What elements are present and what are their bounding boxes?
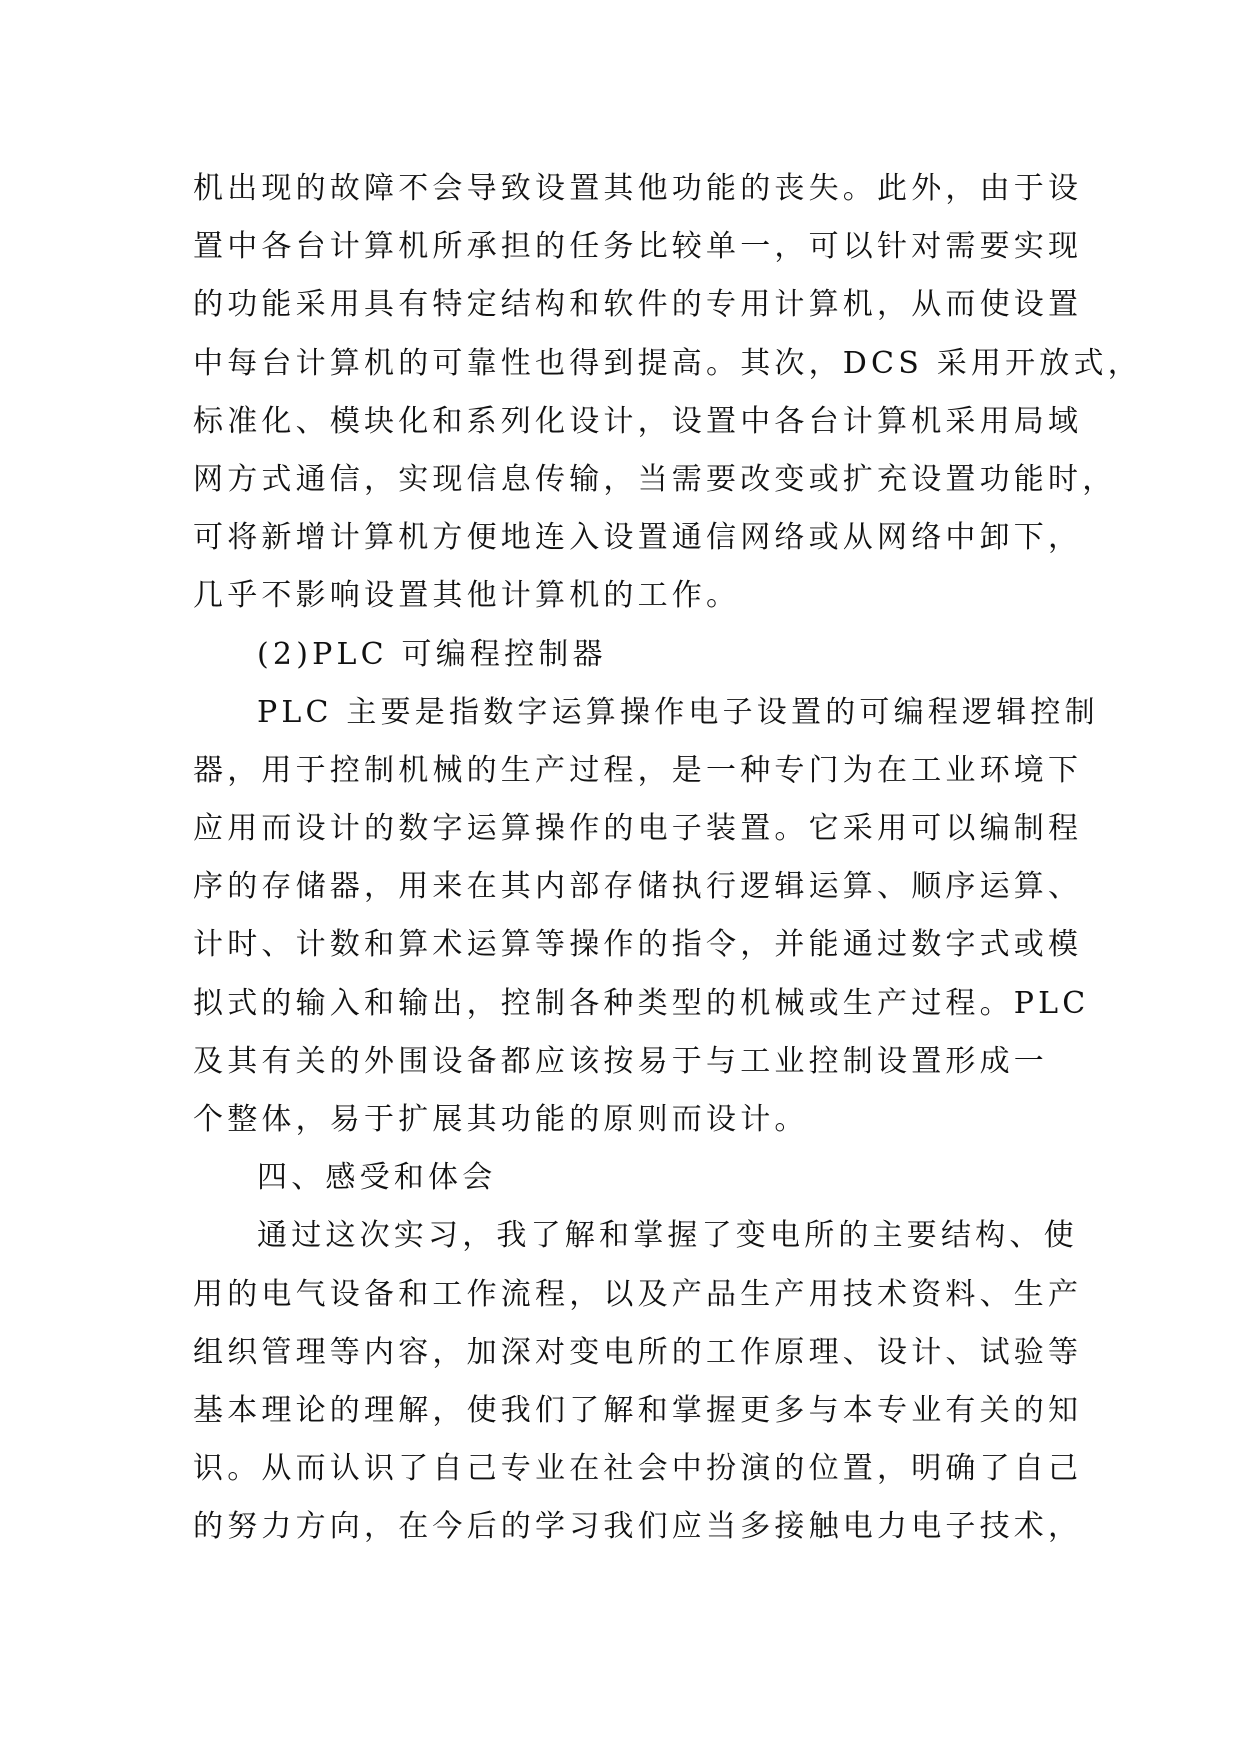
text-line: 基本理论的理解，使我们了解和掌握更多与本专业有关的知: [193, 1392, 1083, 1428]
section-heading-plc: (2)PLC 可编程控制器: [257, 636, 607, 672]
text-line: 器，用于控制机械的生产过程，是一种专门为在工业环境下: [193, 752, 1083, 788]
text-line: 计时、计数和算术运算等操作的指令，并能通过数字式或模: [193, 927, 1083, 963]
text-line: 用的电气设备和工作流程，以及产品生产用技术资料、生产: [193, 1276, 1083, 1312]
text-line: 序的存储器，用来在其内部存储执行逻辑运算、顺序运算、: [193, 869, 1083, 905]
text-line: 标准化、模块化和系列化设计，设置中各台计算机采用局域: [193, 403, 1083, 439]
text-line: 个整体，易于扩展其功能的原则而设计。: [193, 1102, 809, 1137]
text-line: 中每台计算机的可靠性也得到提高。其次，DCS 采用开放式，: [193, 345, 1142, 381]
text-line: 组织管理等内容，加深对变电所的工作原理、设计、试验等: [193, 1334, 1083, 1370]
text-line: 及其有关的外围设备都应该按易于与工业控制设置形成一: [193, 1043, 1048, 1079]
text-line: 几乎不影响设置其他计算机的工作。: [193, 578, 741, 614]
paragraph-start: 通过这次实习，我了解和掌握了变电所的主要结构、使: [257, 1218, 1078, 1254]
text-line: 的功能采用具有特定结构和软件的专用计算机，从而使设置: [193, 287, 1083, 323]
body-text: [193, 160, 1142, 1557]
text-line: 可将新增计算机方便地连入设置通信网络或从网络中卸下，: [193, 520, 1083, 556]
text-line: 拟式的输入和输出，控制各种类型的机械或生产过程。PLC: [193, 985, 1090, 1021]
text-line: 机出现的故障不会导致设置其他功能的丧失。此外，由于设: [193, 171, 1083, 206]
paragraph-start: PLC 主要是指数字运算操作电子设置的可编程逻辑控制: [257, 694, 1099, 730]
section-heading-reflection: 四、感受和体会: [257, 1160, 497, 1196]
text-line: 的努力方向，在今后的学习我们应当多接触电力电子技术，: [193, 1509, 1083, 1545]
text-line: 置中各台计算机所承担的任务比较单一，可以针对需要实现: [193, 229, 1083, 265]
text-line: 应用而设计的数字运算操作的电子装置。它采用可以编制程: [193, 811, 1083, 847]
text-line: 网方式通信，实现信息传输，当需要改变或扩充设置功能时，: [193, 461, 1117, 497]
text-line: 识。从而认识了自己专业在社会中扮演的位置，明确了自己: [193, 1451, 1083, 1487]
